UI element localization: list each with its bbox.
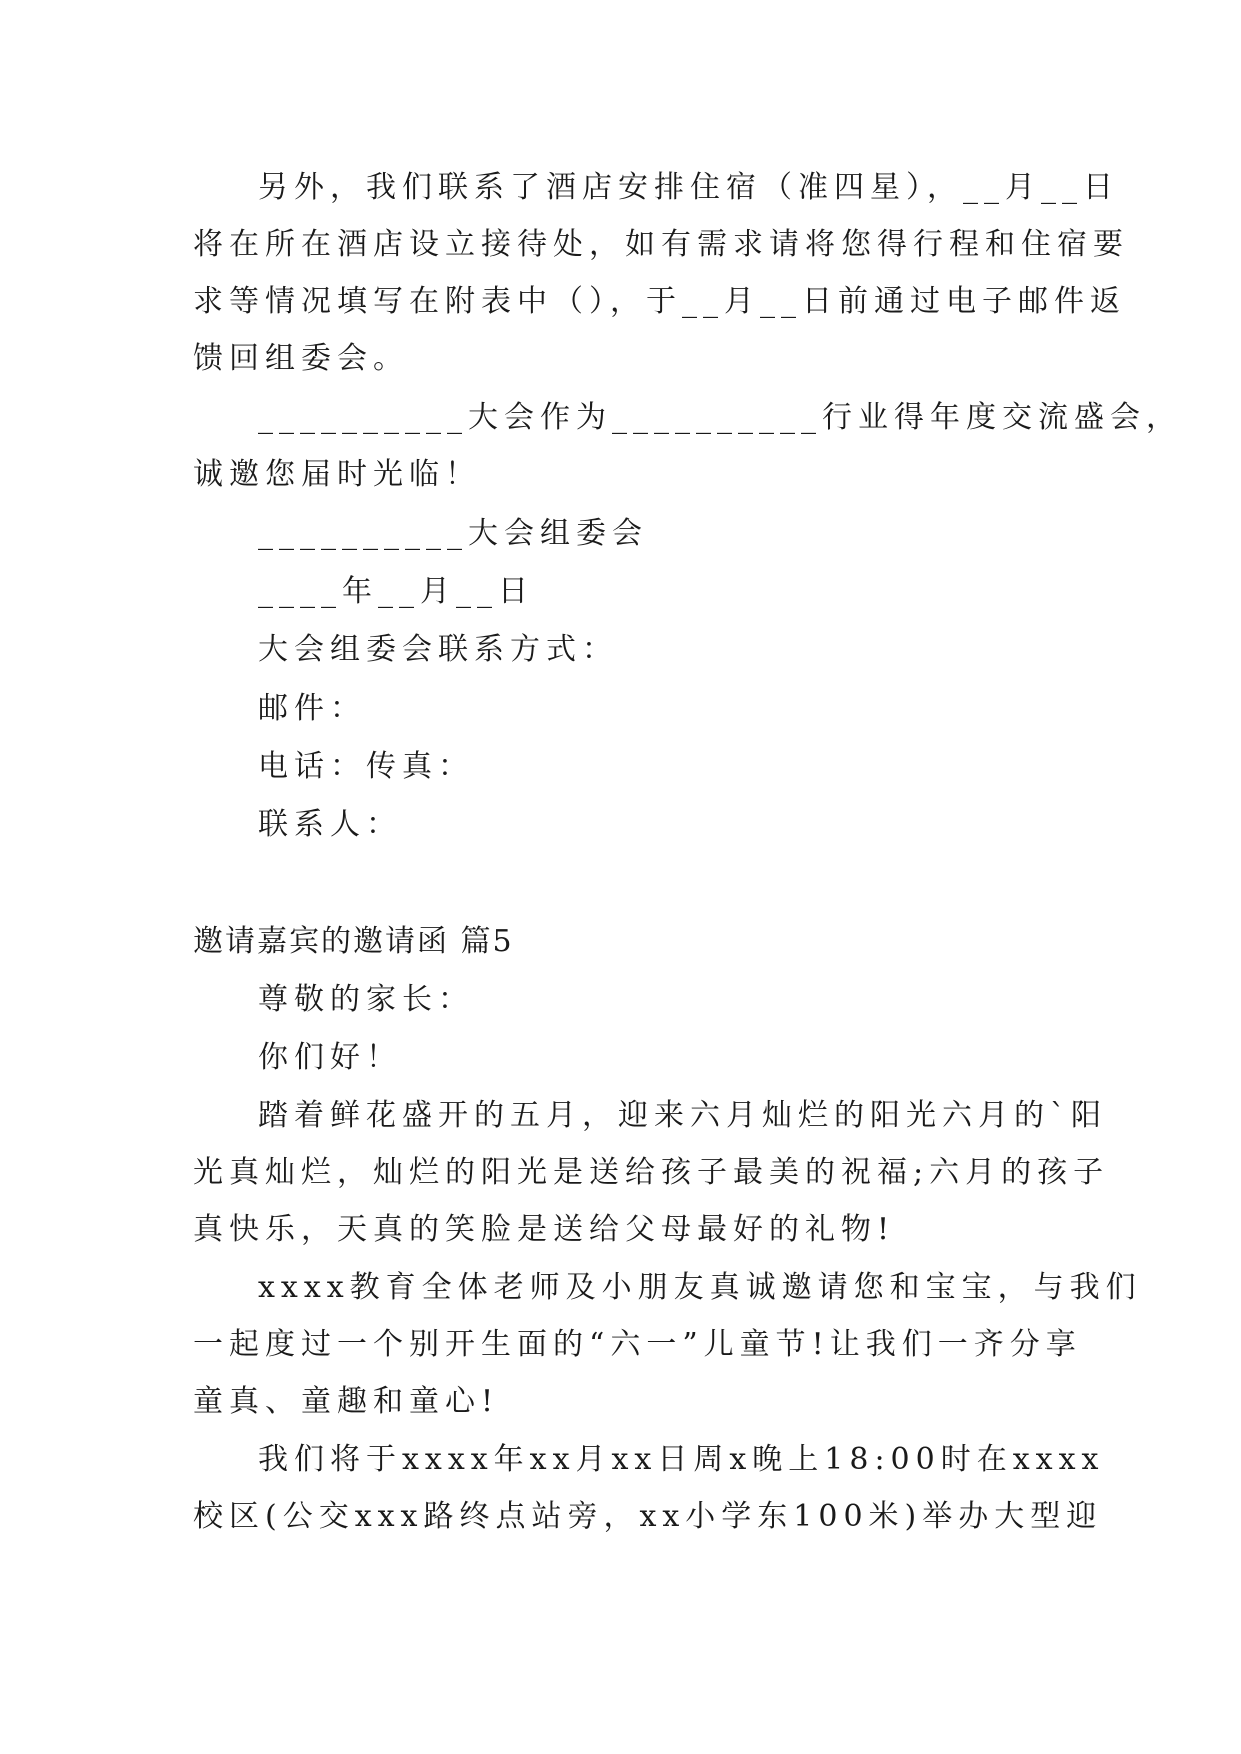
- paragraph-line: 将在所在酒店设立接待处，如有需求请将您得行程和住宿要: [193, 227, 1129, 262]
- contact-email: 邮件：: [258, 691, 366, 726]
- paragraph-line: 童真、童趣和童心!: [193, 1384, 500, 1419]
- paragraph-line: 另外，我们联系了酒店安排住宿（准四星），__月__日: [258, 170, 1119, 205]
- paragraph-line: 诚邀您届时光临！: [193, 457, 481, 492]
- paragraph-line: xxxx教育全体老师及小朋友真诚邀请您和宝宝，与我们: [258, 1270, 1142, 1305]
- section-heading: 邀请嘉宾的邀请函 篇5: [193, 924, 514, 959]
- paragraph-line: 一起度过一个别开生面的“六一”儿童节!让我们一齐分享: [193, 1327, 1082, 1362]
- contact-title: 大会组委会联系方式：: [258, 632, 618, 667]
- paragraph-line: 我们将于xxxx年xx月xx日周x晚上18:00时在xxxx: [258, 1442, 1105, 1477]
- signature-line: __________大会组委会: [258, 516, 648, 551]
- paragraph-line: 光真灿烂，灿烂的阳光是送给孩子最美的祝福;六月的孩子: [193, 1155, 1110, 1190]
- paragraph-line: 真快乐，天真的笑脸是送给父母最好的礼物!: [193, 1212, 896, 1247]
- paragraph-line: 求等情况填写在附表中（），于__月__日前通过电子邮件返: [193, 284, 1126, 319]
- date-line: ____年__月__日: [258, 574, 534, 609]
- contact-phone-fax: 电话：传真：: [258, 749, 474, 784]
- paragraph-line: __________大会作为__________行业得年度交流盛会，: [258, 400, 1182, 435]
- greeting: 你们好！: [258, 1040, 402, 1075]
- salutation: 尊敬的家长：: [258, 982, 474, 1017]
- paragraph-line: 馈回组委会。: [193, 341, 409, 376]
- contact-person: 联系人：: [258, 807, 402, 842]
- paragraph-line: 校区(公交xxx路终点站旁，xx小学东100米)举办大型迎: [193, 1499, 1103, 1534]
- paragraph-line: 踏着鲜花盛开的五月，迎来六月灿烂的阳光六月的`阳: [258, 1098, 1107, 1133]
